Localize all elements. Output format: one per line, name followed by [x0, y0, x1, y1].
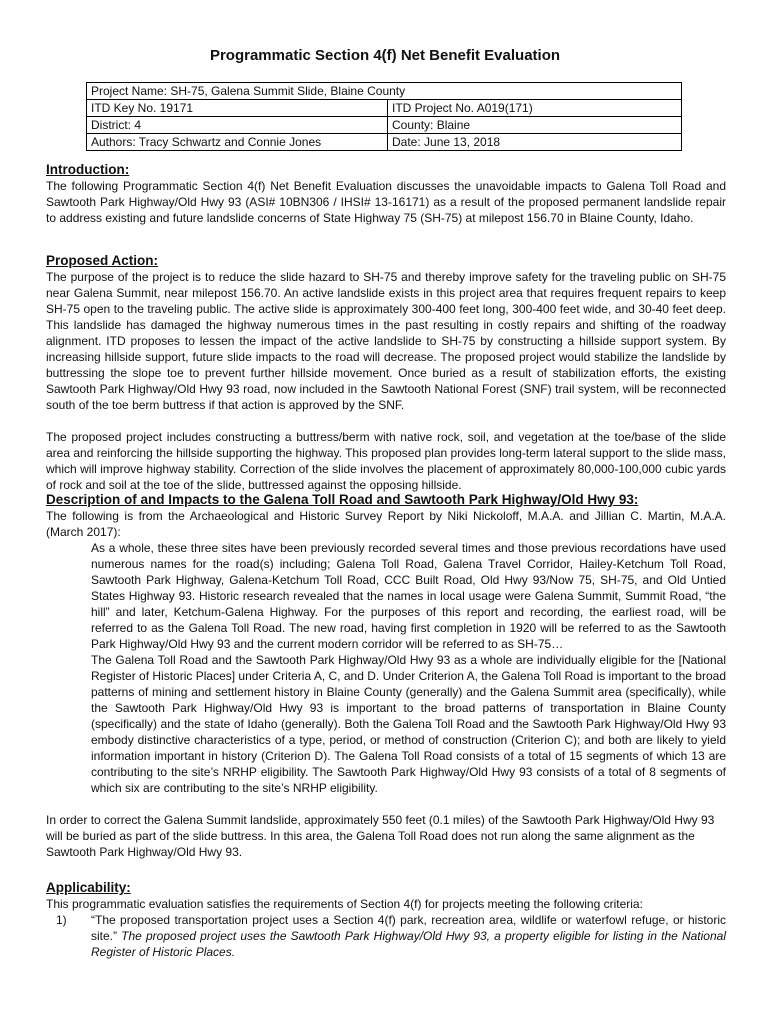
description-intro: The following is from the Archaeological and Historic Survey Report by Niki Nickoloff, M.A.A. and Jillian C. Martin, M.A.A. (March 2017):	[46, 509, 726, 539]
proposed-action-paragraph-2: The proposed project includes constructing a buttress/berm with native rock, soil, and vegetation at the toe/base of the slide area and reinforcing the hillside supporting the highway. This proposed plan provides long-term lateral support to the slide mass, which will improve highway stability. Correction of the slide involves the placement of approximately 80,000-100,000 cubic yards of rock and soil at the toe of the slide, buttressed against the opposing hillside.	[46, 430, 726, 492]
proposed-action-paragraph-1: The purpose of the project is to reduce the slide hazard to SH-75 and thereby improve safety for the traveling public on SH-75 near Galena Summit, near milepost 156.70. An active landslide exists in this project area that requires frequent repairs to keep SH-75 open to the traveling public. The active slide is approximately 300-400 feet long, 300-400 feet wide, and 30-40 feet deep. This landslide has damaged the highway numerous times in the past resulting in costly repairs and shifting of the roadway alignment. ITD proposes to lessen the impact of the active landslide to SH-75 by constructing a hillside support system. By increasing hillside support, future slide impacts to the road will decrease. The proposed project would stabilize the landslide by buttressing the slope toe to prevent further hillside movement. Once buried as a result of stabilization efforts, the existing Sawtooth Park Highway/Old Hwy 93 road, now included in the Sawtooth National Forest (SNF) trail system, will be reconnected south of the toe berm buttress if that action is approved by the SNF.	[46, 270, 726, 412]
criteria-list-number: 1)	[56, 913, 67, 927]
criteria-list-text	[91, 912, 726, 960]
criteria-list-item-1	[46, 912, 726, 960]
proposed-action-heading: Proposed Action:	[46, 253, 159, 268]
description-section	[46, 492, 726, 860]
document-title: Programmatic Section 4(f) Net Benefit Evaluation	[209, 47, 561, 64]
project-info-table	[86, 82, 682, 151]
applicability-intro: This programmatic evaluation satisfies the requirements of Section 4(f) for projects meeting the following criteria:	[46, 897, 643, 911]
date-cell: Date: June 13, 2018	[388, 134, 682, 151]
description-closing: In order to correct the Galena Summit landslide, approximately 550 feet (0.1 miles) of the Sawtooth Park Highway/Old Hwy 93 will be buried as part of the slide buttress. In this area, the Galena Toll Road does not run along the same alignment as the Sawtooth Park Highway/Old Hwy 93.	[46, 813, 715, 859]
description-heading: Description of and Impacts to the Galena Toll Road and Sawtooth Park Highway/Old Hwy 93:	[46, 492, 639, 507]
criteria-quote: “The proposed transportation project uses a Section 4(f) park, recreation area, wildlife or waterfowl refuge, or historic site.”	[91, 913, 726, 943]
introduction-section	[46, 162, 726, 226]
district-cell: District: 4	[87, 117, 388, 134]
project-name-cell: Project Name: SH-75, Galena Summit Slide, Blaine County	[87, 83, 682, 100]
county-cell: County: Blaine	[388, 117, 682, 134]
description-quote-2: The Galena Toll Road and the Sawtooth Park Highway/Old Hwy 93 as a whole are individually eligible for the [National Register of Historic Places] under Criteria A, C, and D. Under Criterion A, the Galena Toll Road is important to the broad patterns of mining and settlement history in Blaine County (generally) and the Galena Summit area (specifically), while the Sawtooth Park Highway/Old Hwy 93 is important to the broad patterns of transportation in Blaine County (specifically) and the state of Idaho (generally). Both the Galena Toll Road and the Sawtooth Park Highway/Old Hwy 93 embody distinctive characteristics of a type, period, or method of construction (Criterion C); and both are likely to yield information important in history (Criterion D). The Galena Toll Road consists of a total of 15 segments of which 13 are contributing to the site’s NRHP eligibility. The Sawtooth Park Highway/Old Hwy 93 consists of a total of 8 segments of which six are contributing to the site’s NRHP eligibility.	[91, 653, 726, 795]
applicability-section	[46, 880, 726, 960]
itd-project-cell: ITD Project No. A019(171)	[388, 100, 682, 117]
introduction-heading: Introduction:	[46, 162, 130, 177]
applicability-heading: Applicability:	[46, 880, 131, 895]
itd-key-cell: ITD Key No. 19171	[87, 100, 388, 117]
authors-cell: Authors: Tracy Schwartz and Connie Jones	[87, 134, 388, 151]
proposed-action-section	[46, 253, 726, 493]
introduction-body: The following Programmatic Section 4(f) Net Benefit Evaluation discusses the unavoidable impacts to Galena Toll Road and Sawtooth Park Highway/Old Hwy 93 (ASI# 10BN306 / IHSI# 13-16171) as a result of the proposed permanent landslide repair to address existing and future landslide concerns of State Highway 75 (SH-75) at milepost 156.70 in Blaine County, Idaho.	[46, 179, 726, 225]
criteria-italic-note: The proposed project uses the Sawtooth Park Highway/Old Hwy 93, a property eligible for listing in the National Register of Historic Places.	[91, 929, 726, 959]
description-quote-1: As a whole, these three sites have been previously recorded several times and those previous recordations have used numerous names for the road(s) including; Galena Toll Road, Galena Travel Corridor, Hailey-Ketchum Toll Road, Sawtooth Park Highway, Galena-Ketchum Toll Road, CCC Built Road, Old Hwy 93/Now 75, SH-75, and Old Untied States Highway 93. Historic research revealed that the names in local usage were Galena Summit, Summit Road, “the hill” and later, Ketchum-Galena Highway. For the purposes of this report and recording, the earliest road, will be referred to as the Galena Toll Road. The new road, having first completion in 1920 will be referred to as the Sawtooth Park Highway/Old Hwy 93 and the current modern corridor will be referred to as SH-75…	[91, 541, 726, 651]
